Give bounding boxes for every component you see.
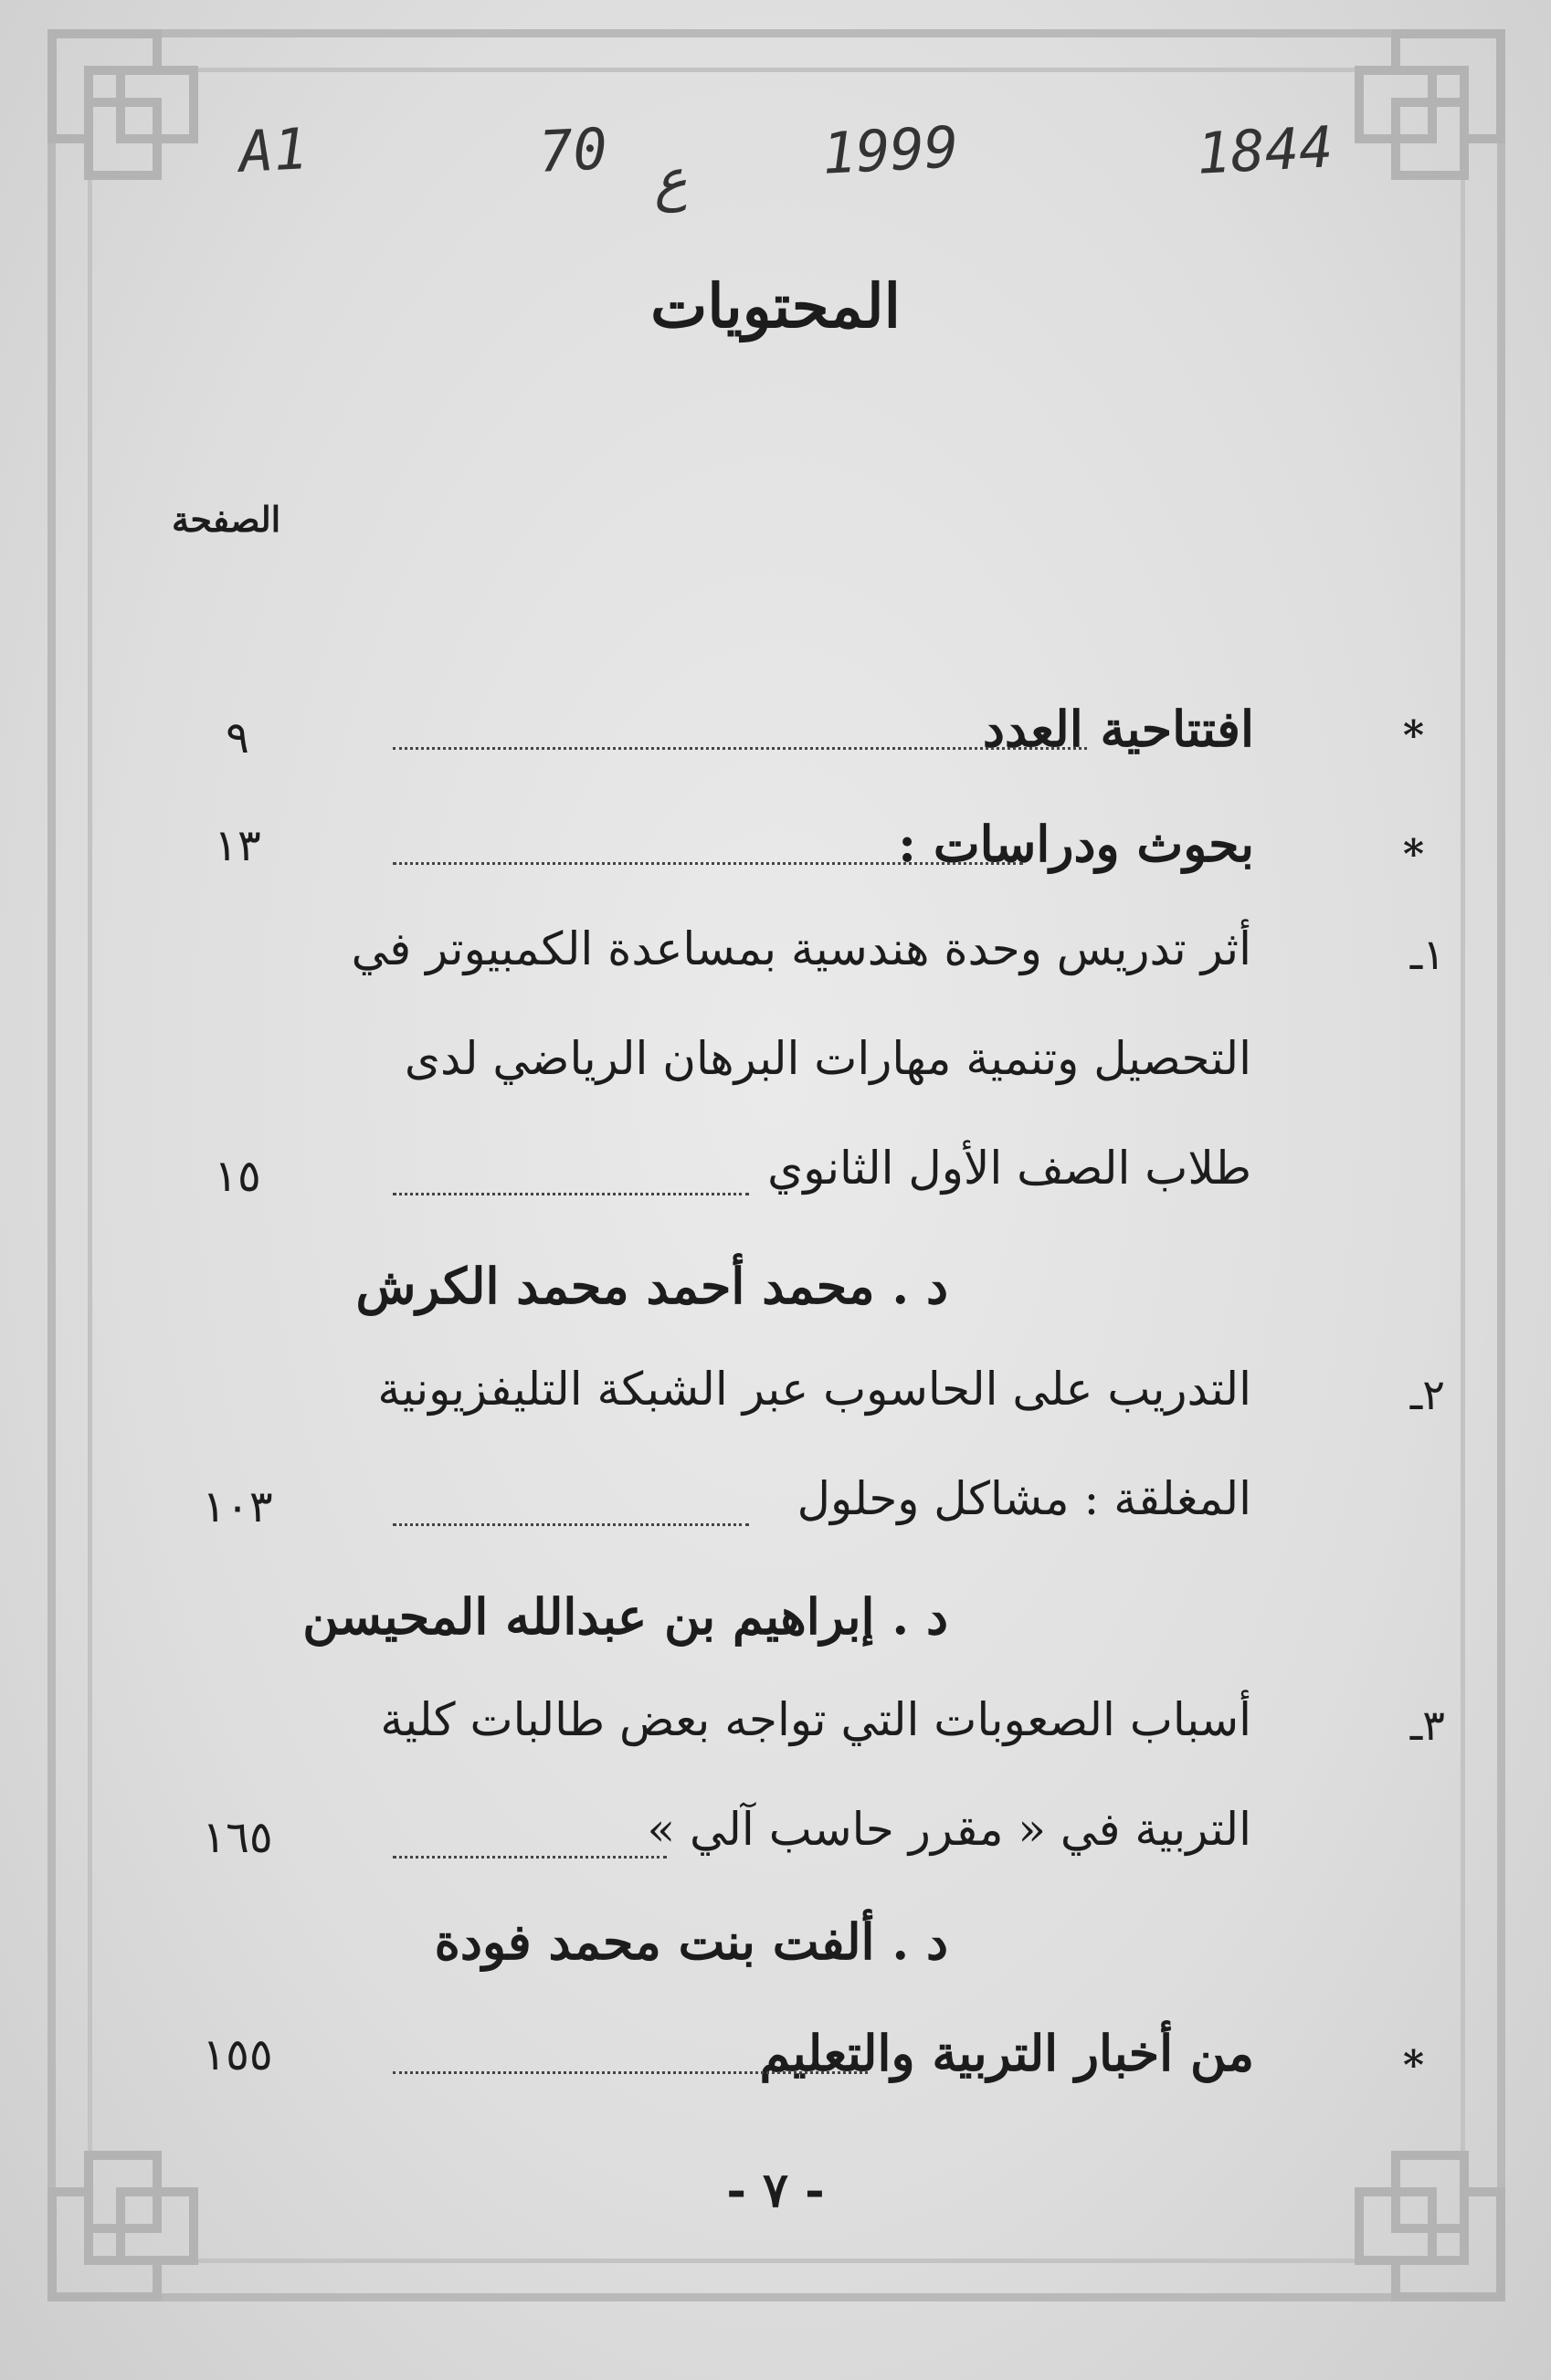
toc-entry-title: افتتاحية العدد [982,700,1254,758]
article-author: د . إبراهيم بن عبدالله المحيسن [302,1587,948,1646]
article-title-line: التدريب على الحاسوب عبر الشبكة التليفزيونية [377,1363,1251,1416]
handwritten-note: 1844 [1195,113,1335,187]
article-title-line: طلاب الصف الأول الثانوي [767,1142,1251,1195]
leader-dots [393,2071,868,2074]
article-title-line: التحصيل وتنمية مهارات البرهان الرياضي لدى [404,1032,1251,1085]
article-title-line: المغلقة : مشاكل وحلول [797,1472,1251,1525]
article-index: ٣ـ [1409,1701,1445,1750]
article-title-line: أسباب الصعوبات التي تواجه بعض طالبات كلية [380,1693,1251,1746]
article-title-line: التربية في « مقرر حاسب آلي » [647,1803,1251,1856]
handwritten-note: 70 [537,115,609,185]
bullet-star: * [1403,2042,1425,2089]
page-number-footer: - ٧ - [726,2163,825,2218]
leader-dots [393,747,1087,750]
article-index: ٢ـ [1409,1370,1445,1419]
corner-ornament [47,29,230,212]
handwritten-note: 1999 [820,113,961,187]
article-author: د . محمد أحمد محمد الكرش [355,1257,948,1315]
handwritten-note: A1 [237,115,310,185]
page-column-label: الصفحة [172,499,281,540]
bullet-star: * [1403,712,1425,759]
article-title-line: أثر تدريس وحدة هندسية بمساعدة الكمبيوتر في [351,922,1251,975]
page-title: المحتويات [650,270,901,342]
toc-page-number: ١٣ [214,820,261,871]
leader-dots [393,1856,667,1859]
leader-dots [393,1193,749,1195]
toc-page-number: ١٦٥ [202,1812,273,1863]
handwritten-note: ع [651,145,690,214]
article-index: ١ـ [1409,930,1445,979]
bullet-star: * [1403,831,1425,878]
leader-dots [393,1523,749,1526]
toc-page-number: ١٠٣ [202,1481,273,1532]
toc-page-number: ٩ [226,712,249,763]
corner-ornament [1323,29,1505,212]
leader-dots [393,862,1023,865]
toc-page-number: ١٥ [214,1151,261,1202]
toc-entry-title: بحوث ودراسات : [898,815,1254,873]
article-author: د . ألفت بنت محمد فودة [434,1912,948,1971]
toc-page-number: ١٥٥ [202,2029,273,2080]
toc-entry-title: من أخبار التربية والتعليم [759,2024,1254,2082]
